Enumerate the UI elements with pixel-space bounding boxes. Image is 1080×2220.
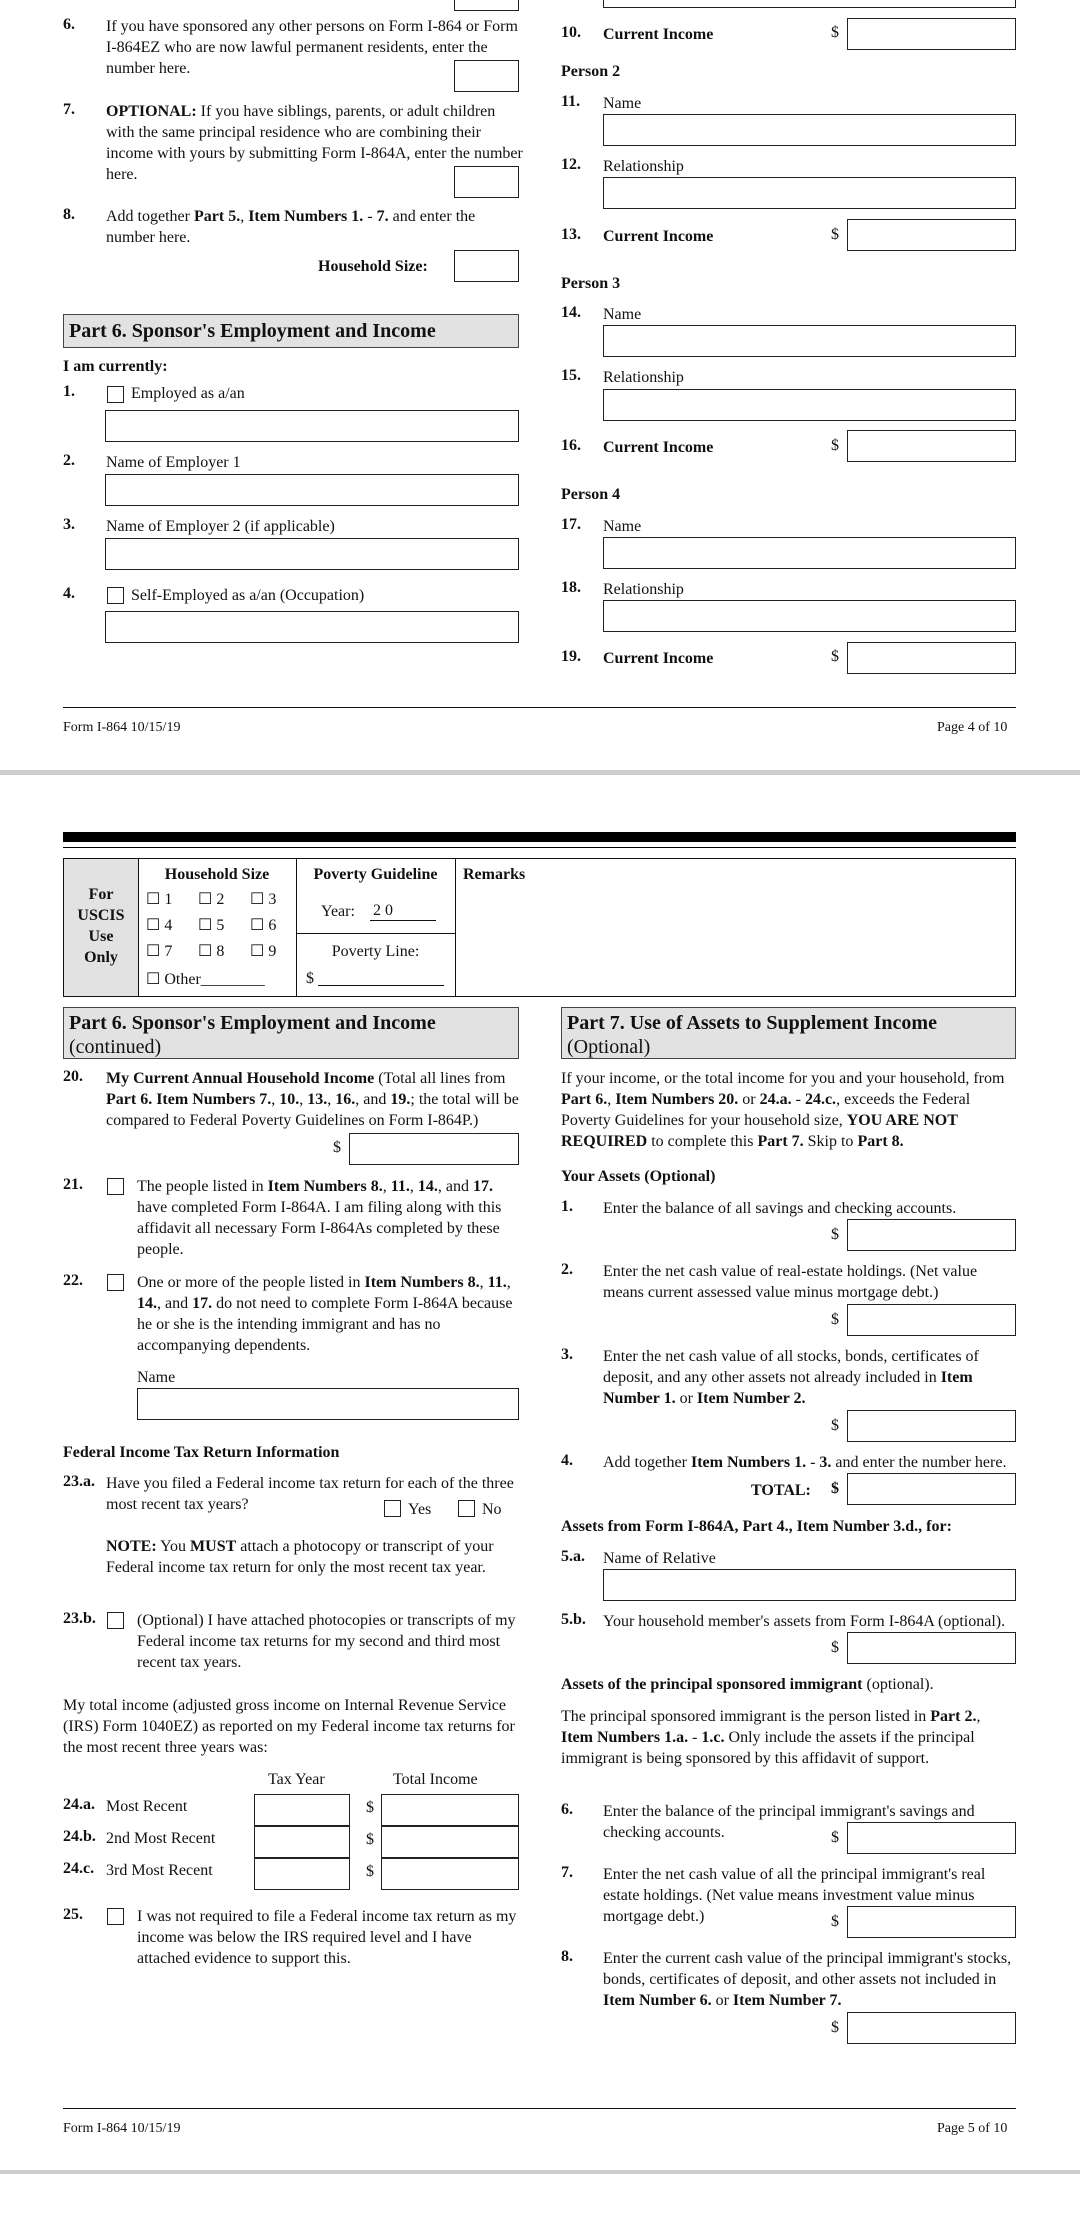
- employed-as-input[interactable]: [105, 410, 519, 442]
- asset-4-number: 4.: [561, 1452, 573, 1469]
- household-size-input[interactable]: [454, 250, 519, 282]
- dollar-sign: $: [831, 1829, 839, 1846]
- no-checkbox[interactable]: [458, 1500, 475, 1517]
- emp-2-text: Name of Employer 1: [106, 454, 241, 471]
- item-16-text: Current Income: [603, 439, 714, 456]
- item-20-number: 20.: [63, 1068, 83, 1085]
- item-23b-checkbox[interactable]: [107, 1612, 124, 1629]
- person-2-relationship-input[interactable]: [603, 177, 1016, 209]
- asset-3-text: Enter the net cash value of all stocks, bonds, certificates of deposit, and any other assets not already included in Item Number 1. or Item Number 2.: [603, 1348, 979, 1407]
- item-15-text: Relationship: [603, 369, 684, 386]
- total-assets-input[interactable]: [847, 1473, 1016, 1505]
- household-other[interactable]: ☐ Other________: [146, 971, 265, 988]
- principal-assets-header: Assets of the principal sponsored immigrant (optional).: [561, 1676, 934, 1693]
- year-label: Year:: [321, 903, 355, 920]
- emp-3-number: 3.: [63, 516, 75, 533]
- size-checkbox[interactable]: ☐: [250, 943, 265, 960]
- size-checkbox[interactable]: ☐: [250, 917, 265, 934]
- item-21-number: 21.: [63, 1176, 83, 1193]
- tax-year-column: Tax Year: [268, 1771, 325, 1788]
- poverty-title: Poverty Guideline: [313, 866, 438, 883]
- item-10-number: 10.: [561, 24, 581, 41]
- household-size-option-7[interactable]: ☐ 7: [146, 943, 173, 960]
- part6-header: Part 6. Sponsor's Employment and Income: [63, 314, 519, 348]
- emp-4-text: Self-Employed as a/an (Occupation): [131, 587, 365, 604]
- person-3-relationship-input[interactable]: [603, 389, 1016, 421]
- person-3-name-input[interactable]: [603, 325, 1016, 357]
- yes-label: Yes: [408, 1501, 432, 1518]
- item-13-input[interactable]: [847, 219, 1016, 251]
- dollar-sign: $: [831, 226, 839, 243]
- household-size-option-2[interactable]: ☐ 2: [198, 891, 225, 908]
- item-19-text: Current Income: [603, 650, 714, 667]
- emp-1-text: Employed as a/an: [131, 385, 245, 402]
- asset-2-number: 2.: [561, 1261, 573, 1278]
- dollar-sign: $: [831, 648, 839, 665]
- dollar-sign: $: [366, 1799, 374, 1816]
- household-member-assets-input[interactable]: [847, 1632, 1016, 1664]
- asset-4-text: Add together Item Numbers 1. - 3. and enter the number here.: [603, 1454, 1007, 1471]
- self-employed-checkbox[interactable]: [107, 587, 124, 604]
- household-size-option-5[interactable]: ☐ 5: [198, 917, 225, 934]
- principal-real-estate-input[interactable]: [847, 1906, 1016, 1938]
- size-checkbox[interactable]: ☐: [146, 943, 161, 960]
- emp-2-number: 2.: [63, 452, 75, 469]
- asset-5b-number: 5.b.: [561, 1611, 586, 1628]
- tax-row-number: 24.b.: [63, 1828, 96, 1845]
- item-25-checkbox[interactable]: [107, 1908, 124, 1925]
- year-value[interactable]: 2 0: [370, 901, 436, 921]
- household-size-label: Household Size:: [318, 258, 428, 275]
- footer-rule: [63, 707, 1016, 708]
- asset-1-number: 1.: [561, 1198, 573, 1215]
- item-18-text: Relationship: [603, 581, 684, 598]
- poverty-divider: [296, 933, 455, 934]
- principal-stocks-input[interactable]: [847, 2012, 1016, 2044]
- asset-5a-number: 5.a.: [561, 1548, 585, 1565]
- item-10-input[interactable]: [847, 18, 1016, 50]
- item-17-text: Name: [603, 518, 642, 535]
- dollar-sign: $: [831, 1480, 839, 1497]
- item-22-number: 22.: [63, 1272, 83, 1289]
- footer-rule: [63, 2108, 1016, 2109]
- size-checkbox[interactable]: ☐: [146, 891, 161, 908]
- item9-box-partial[interactable]: [603, 0, 1016, 8]
- size-checkbox[interactable]: ☐: [146, 917, 161, 934]
- item-20-text: My Current Annual Household Income (Total all lines from Part 6. Item Numbers 7., 10., 13., 16., and 19.; the total will be compared to Federal Poverty Guidelines on Form I-864P.): [106, 1070, 519, 1129]
- emp-1-number: 1.: [63, 383, 75, 400]
- total-label: TOTAL:: [751, 1482, 811, 1499]
- item-23b-number: 23.b.: [63, 1610, 96, 1627]
- item-17-number: 17.: [561, 516, 581, 533]
- dollar-sign: $: [831, 1417, 839, 1434]
- no-label: No: [482, 1501, 502, 1518]
- item-25-number: 25.: [63, 1906, 83, 1923]
- household-size-option-8[interactable]: ☐ 8: [198, 943, 225, 960]
- household-size-option-3[interactable]: ☐ 3: [250, 891, 277, 908]
- asset-6-text: Enter the balance of the principal immigrant's savings and checking accounts.: [603, 1803, 975, 1841]
- stocks-bonds-input[interactable]: [847, 1410, 1016, 1442]
- principal-immigrant-text: The principal sponsored immigrant is the person listed in Part 2., Item Numbers 1.a. - 1.c. Only include the assets if the principal immigrant is being sponsored by this affidavit of support.: [561, 1708, 981, 1767]
- top-thin-rule: [63, 847, 1016, 848]
- item-11-number: 11.: [561, 93, 581, 110]
- yes-checkbox[interactable]: [384, 1500, 401, 1517]
- item-11-text: Name: [603, 95, 642, 112]
- item-14-number: 14.: [561, 304, 581, 321]
- note-text: NOTE: You MUST attach a photocopy or transcript of your Federal income tax return for only the most recent tax year.: [106, 1538, 494, 1576]
- tax-year-input[interactable]: [254, 1794, 350, 1826]
- item-23a-text: Have you filed a Federal income tax return for each of the three most recent tax years?: [106, 1475, 514, 1513]
- dollar-sign: $: [831, 24, 839, 41]
- size-checkbox[interactable]: ☐: [250, 891, 265, 908]
- asset-7-number: 7.: [561, 1864, 573, 1881]
- person-4-label: Person 4: [561, 486, 621, 503]
- total-income-input[interactable]: [381, 1794, 519, 1826]
- item-22-checkbox[interactable]: [107, 1274, 124, 1291]
- savings-balance-input[interactable]: [847, 1219, 1016, 1251]
- item-21-checkbox[interactable]: [107, 1178, 124, 1195]
- tax-row-number: 24.a.: [63, 1796, 95, 1813]
- item-12-number: 12.: [561, 156, 581, 173]
- item-23b-text: (Optional) I have attached photocopies or transcripts of my Federal income tax returns for my second and third most recent tax years.: [137, 1612, 516, 1671]
- item-19-input[interactable]: [847, 642, 1016, 674]
- dollar-sign: $: [831, 437, 839, 454]
- total-income-input[interactable]: [381, 1858, 519, 1890]
- name-label: Name: [137, 1369, 176, 1386]
- household-size-title: Household Size: [164, 866, 270, 883]
- item5-box-partial[interactable]: [454, 0, 519, 11]
- top-thick-rule: [63, 832, 1016, 842]
- asset-2-text: Enter the net cash value of real-estate holdings. (Net value means current assessed value minus mortgage debt.): [603, 1263, 978, 1301]
- dollar-sign: $: [831, 1913, 839, 1930]
- your-assets-header: Your Assets (Optional): [561, 1168, 716, 1185]
- tax-year-input[interactable]: [254, 1858, 350, 1890]
- principal-savings-input[interactable]: [847, 1822, 1016, 1854]
- household-size-option-6[interactable]: ☐ 6: [250, 917, 277, 934]
- emp-3-text: Name of Employer 2 (if applicable): [106, 518, 335, 535]
- item-15-number: 15.: [561, 367, 581, 384]
- item-6-input[interactable]: [454, 60, 519, 92]
- asset-6-number: 6.: [561, 1801, 573, 1818]
- household-size-option-1[interactable]: ☐ 1: [146, 891, 173, 908]
- remarks-label: Remarks: [463, 866, 526, 883]
- asset-1-text: Enter the balance of all savings and checking accounts.: [603, 1200, 957, 1217]
- total-income-column: Total Income: [393, 1771, 478, 1788]
- poverty-line-input[interactable]: [318, 985, 444, 986]
- item-22-name-input[interactable]: [137, 1388, 519, 1420]
- footer-form-id: Form I-864 10/15/19: [63, 2121, 181, 2136]
- part6-continued-header: Part 6. Sponsor's Employment and Income (continued): [63, 1007, 519, 1059]
- item-7-text: OPTIONAL: If you have siblings, parents, or adult children with the same principal residence who are combining their income with yours by submitting Form I-864A, enter the number here.: [106, 103, 523, 183]
- asset-8-text: Enter the current cash value of the principal immigrant's stocks, bonds, certificates of deposit, and other assets not included in Item Number 6. or Item Number 7.: [603, 1950, 1012, 2009]
- item-10-text: Current Income: [603, 26, 714, 43]
- item-16-number: 16.: [561, 437, 581, 454]
- poverty-line-label: Poverty Line:: [331, 943, 420, 960]
- relative-name-input[interactable]: [603, 1569, 1016, 1601]
- item-6-number: 6.: [63, 16, 75, 33]
- asset-7-text: Enter the net cash value of all the principal immigrant's real estate holdings. (Net value means investment value minus mortgage debt.): [603, 1866, 986, 1925]
- item-21-text: The people listed in Item Numbers 8., 11., 14., and 17. have completed Form I-864A. I am filing along with this affidavit all necessary Form I-864As completed by these people.: [137, 1178, 502, 1258]
- tax-row-label: 2nd Most Recent: [106, 1830, 216, 1847]
- item-8-number: 8.: [63, 206, 75, 223]
- size-checkbox[interactable]: ☐: [198, 917, 213, 934]
- employer-2-input[interactable]: [105, 538, 519, 570]
- employer-1-input[interactable]: [105, 474, 519, 506]
- footer-form-id: Form I-864 10/15/19: [63, 720, 181, 735]
- household-size-option-4[interactable]: ☐ 4: [146, 917, 173, 934]
- household-income-input[interactable]: [349, 1133, 519, 1165]
- dollar-sign: $: [366, 1863, 374, 1880]
- real-estate-input[interactable]: [847, 1304, 1016, 1336]
- item-12-text: Relationship: [603, 158, 684, 175]
- dollar-sign: $: [333, 1139, 341, 1156]
- asset-5a-text: Name of Relative: [603, 1550, 716, 1567]
- person-3-label: Person 3: [561, 275, 621, 292]
- optional-label: OPTIONAL:: [106, 103, 197, 120]
- tax-year-input[interactable]: [254, 1826, 350, 1858]
- person-4-relationship-input[interactable]: [603, 600, 1016, 632]
- total-income-input[interactable]: [381, 1826, 519, 1858]
- person-4-name-input[interactable]: [603, 537, 1016, 569]
- next-page: [0, 2174, 1080, 2220]
- dollar-sign: $: [831, 1639, 839, 1656]
- assets-864a-header: Assets from Form I-864A, Part 4., Item Number 3.d., for:: [561, 1518, 952, 1535]
- item-13-number: 13.: [561, 226, 581, 243]
- poverty-dollar: $: [306, 970, 314, 987]
- person-2-name-input[interactable]: [603, 114, 1016, 146]
- tax-return-header: Federal Income Tax Return Information: [63, 1444, 340, 1461]
- dollar-sign: $: [366, 1831, 374, 1848]
- dollar-sign: $: [831, 2019, 839, 2036]
- footer-page-number: Page 5 of 10: [937, 2121, 1008, 2136]
- asset-8-number: 8.: [561, 1948, 573, 1965]
- item-16-input[interactable]: [847, 430, 1016, 462]
- tax-row-number: 24.c.: [63, 1860, 95, 1877]
- part7-header: Part 7. Use of Assets to Supplement Income (Optional): [561, 1007, 1016, 1059]
- item-7-input[interactable]: [454, 166, 519, 198]
- household-size-option-9[interactable]: ☐ 9: [250, 943, 277, 960]
- asset-5b-text: Your household member's assets from Form I-864A (optional).: [603, 1613, 1006, 1630]
- item-7-number: 7.: [63, 101, 75, 118]
- dollar-sign: $: [831, 1226, 839, 1243]
- item-8-text: Add together Part 5., Item Numbers 1. - 7. and enter the number here.: [106, 208, 476, 246]
- item-13-text: Current Income: [603, 228, 714, 245]
- item-14-text: Name: [603, 306, 642, 323]
- currently-label: I am currently:: [63, 358, 168, 375]
- item-25-text: I was not required to file a Federal income tax return as my income was below the IRS required level and I have attached evidence to support this.: [137, 1908, 517, 1967]
- item-19-number: 19.: [561, 648, 581, 665]
- dollar-sign: $: [831, 1311, 839, 1328]
- size-checkbox[interactable]: ☐: [198, 943, 213, 960]
- item-18-number: 18.: [561, 579, 581, 596]
- emp-4-number: 4.: [63, 585, 75, 602]
- total-income-text: My total income (adjusted gross income on Internal Revenue Service (IRS) Form 1040EZ) as reported on my Federal income tax returns for the most recent three years was:: [63, 1697, 515, 1756]
- other-checkbox[interactable]: ☐: [146, 971, 161, 988]
- item-23a-number: 23.a.: [63, 1473, 95, 1490]
- item-6-text: If you have sponsored any other persons on Form I-864 or Form I-864EZ who are now lawful permanent residents, enter the number here.: [106, 18, 518, 77]
- tax-row-label: 3rd Most Recent: [106, 1862, 213, 1879]
- part7-intro: If your income, or the total income for you and your household, from Part 6., Item Numbers 20. or 24.a. - 24.c., exceeds the Federal Poverty Guidelines for your household size, YOU ARE NOT REQUIRED to complete this Part 7. Skip to Part 8.: [561, 1070, 1005, 1150]
- asset-3-number: 3.: [561, 1346, 573, 1363]
- size-checkbox[interactable]: ☐: [198, 891, 213, 908]
- footer-page-number: Page 4 of 10: [937, 720, 1008, 735]
- self-employed-input[interactable]: [105, 611, 519, 643]
- item-22-text: One or more of the people listed in Item Numbers 8., 11., 14., and 17. do not need to complete Form I-864A because he or she is the intending immigrant and has no accompanying dependents.: [137, 1274, 513, 1354]
- employed-checkbox[interactable]: [107, 386, 124, 403]
- tax-row-label: Most Recent: [106, 1798, 188, 1815]
- person-2-label: Person 2: [561, 63, 621, 80]
- for-uscis-label: For USCIS Use Only: [77, 886, 125, 966]
